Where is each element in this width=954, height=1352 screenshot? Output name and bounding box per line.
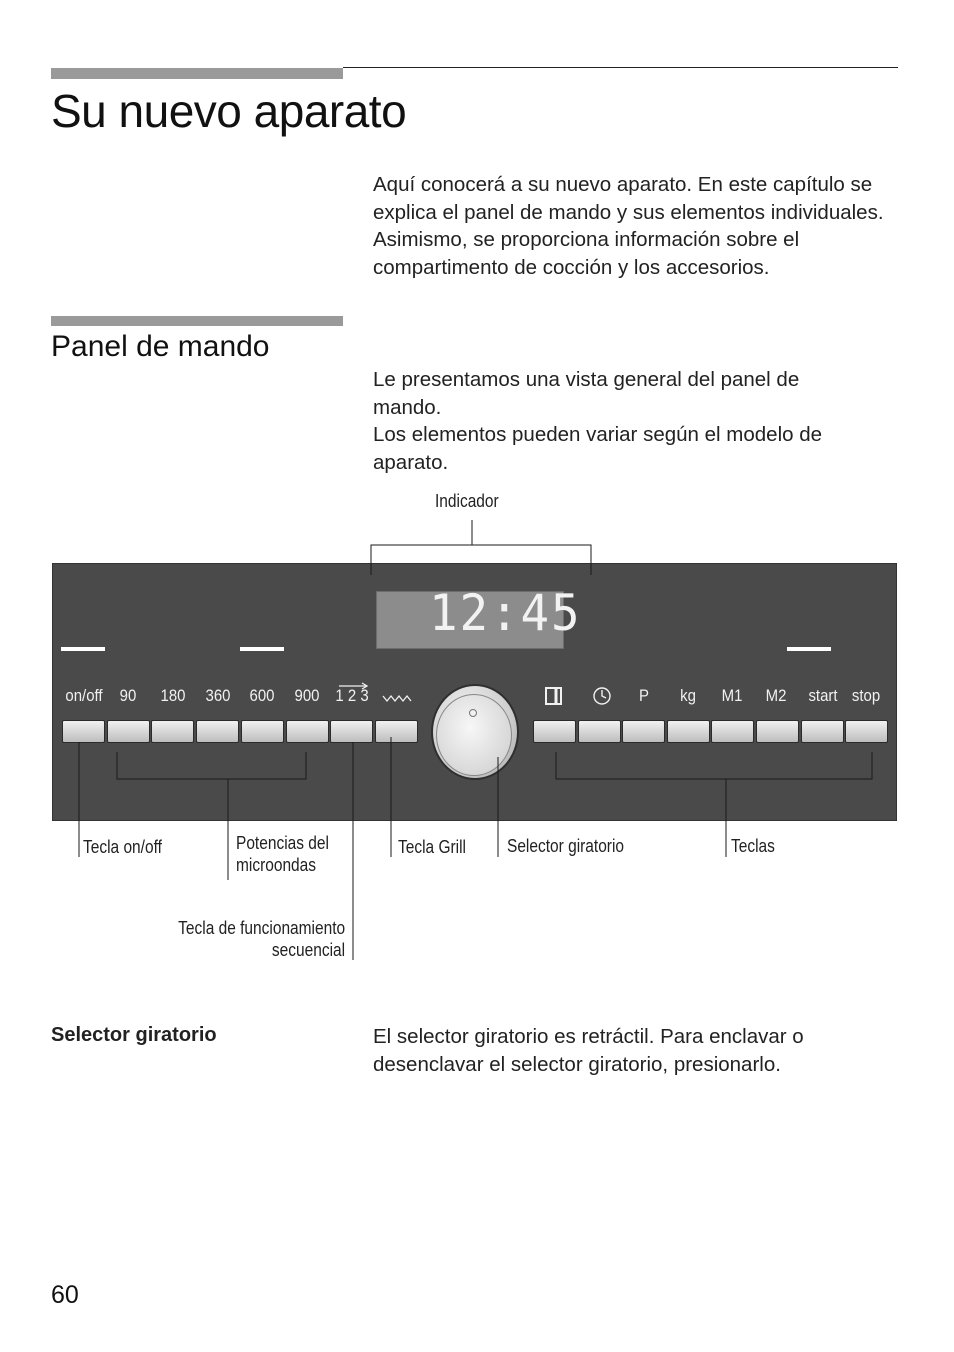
- key-label-m1: M1: [721, 686, 743, 705]
- page-number: 60: [51, 1281, 79, 1309]
- key-label-600: 600: [249, 686, 275, 705]
- label-tecla-onoff: Tecla on/off: [83, 837, 162, 857]
- key-label-kg: kg: [680, 686, 696, 705]
- display-time: 12:45: [429, 584, 582, 642]
- key-label-sequence: 1 2 3: [335, 686, 369, 705]
- key-label-m2: M2: [765, 686, 787, 705]
- selector-note-label: Selector giratorio: [51, 1024, 217, 1046]
- label-selector: Selector giratorio: [507, 836, 625, 856]
- label-indicador: Indicador: [435, 491, 499, 511]
- selector-note-text-2: desenclavar el selector giratorio, presionarlo.: [373, 1052, 781, 1076]
- label-potencias-1: Potencias del: [236, 833, 329, 853]
- selector-note-text-1: El selector giratorio es retráctil. Para enclavar o: [373, 1025, 804, 1048]
- potencias-bracket: [117, 752, 306, 779]
- key-label-stop: stop: [851, 686, 881, 705]
- section-text-1: Le presentamos una vista general del panel de mando.: [373, 368, 800, 419]
- label-secuencial-1: Tecla de funcionamiento: [178, 918, 345, 938]
- label-tecla-grill: Tecla Grill: [398, 837, 466, 857]
- key-label-360: 360: [205, 686, 231, 705]
- key-label-90: 90: [119, 686, 137, 705]
- page-title: Su nuevo aparato: [51, 85, 407, 137]
- label-potencias-2: microondas: [236, 855, 317, 875]
- intro-text: Aquí conocerá a su nuevo aparato. En este capítulo se explica el panel de mando y sus elementos individuales. Asimismo, se proporciona información sobre el compartimento de cocción y los accesorios.: [373, 173, 884, 279]
- key-label-180: 180: [160, 686, 186, 705]
- key-label-p: P: [639, 686, 649, 705]
- label-teclas: Teclas: [731, 836, 775, 856]
- key-label-start: start: [808, 686, 838, 705]
- label-secuencial-2: secuencial: [271, 940, 345, 960]
- section-text-2: Los elementos pueden variar según el modelo de aparato.: [373, 423, 823, 474]
- key-label-900: 900: [294, 686, 320, 705]
- indicador-bracket: [371, 545, 591, 575]
- section-title: Panel de mando: [51, 330, 270, 363]
- selector-note-paragraph: [373, 1023, 903, 1078]
- key-label-onoff: on/off: [65, 686, 103, 705]
- teclas-bracket: [556, 752, 872, 779]
